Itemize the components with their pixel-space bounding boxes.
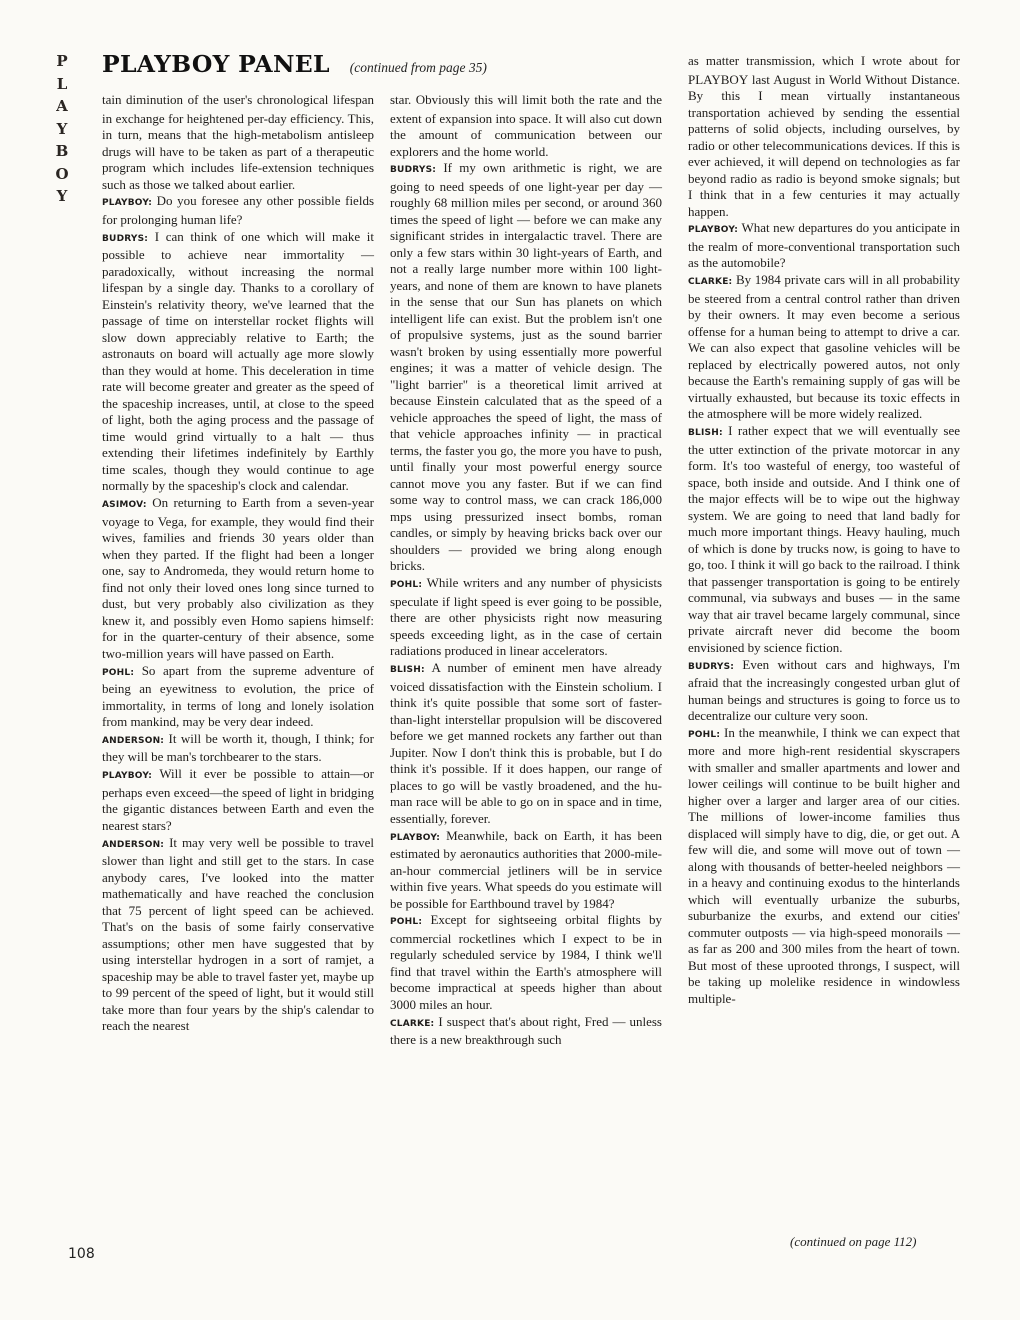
speaker-label: POHL: <box>390 580 423 591</box>
paragraph <box>102 731 374 766</box>
paragraph-text: A number of eminent men have already voiced dissatisfaction with the Einstein scholium. I think it's quite possible that some sort of faster-than-light interstellar propulsion will be discovered before we get manned rockets any farther out than Jupiter. Now I don't think this is probable, but I do think it's possible. If it does happen, our range of places to go will be vastly broadened, and the human race will be able to go on in space and in time, essentially, forever. <box>390 660 662 826</box>
paragraph-text: Do you foresee any other possible fields for prolonging human life? <box>102 193 375 227</box>
speaker-label: ASIMOV: <box>102 500 147 511</box>
speaker-label: CLARKE: <box>688 277 733 288</box>
paragraph-text: tain diminution of the user's chronological lifespan in exchange for heightened per-day efficiency. This, in turn, means that the high-metabolism antisleep drugs will have to be taken as part of a therapeutic program which includes life-extension techniques such as those we talked about earlier. <box>102 92 374 192</box>
logo-letter: B <box>55 142 69 160</box>
speaker-label: POHL: <box>390 917 423 928</box>
paragraph <box>102 663 374 731</box>
paragraph <box>390 828 662 913</box>
continued-from-note: (continued from page 35) <box>349 60 487 75</box>
paragraph-text: I suspect that's about right, Fred — unless there is a new breakthrough such <box>390 1013 662 1048</box>
paragraph-text: What new departures do you anticipate in the realm of more-conventional transportation such as the automobile? <box>688 220 961 271</box>
paragraph-text: In the meanwhile, I think we can expect that more and more high-rent residential skyscrapers with smaller and smaller apartments and lower and lower ceilings will continue to be built higher and higher over a larger and larger area of our cities. The millions of lower-income families thus displaced will simply have to dig, die, or get out. A few will die, and some will move out of town — along with thousands of better-heeled neighbors — in a heavy and continuing exodus to the hinterlands which will eventually urbanize the suburbs, suburbanize the exurbs, and extend our cities' commuter outposts — via high-speed monorails — as far as 200 and 300 miles from the heart of town. But most of these uprooted throngs, I suspect, will be taking up molelike residence in windowless multiple- <box>688 724 960 1006</box>
paragraph <box>390 92 662 160</box>
paragraph <box>102 229 374 495</box>
paragraph <box>390 1014 662 1049</box>
page-title: PLAYBOY PANEL <box>102 50 330 78</box>
text-column-2 <box>390 92 662 1049</box>
speaker-label: PLAYBOY: <box>102 771 153 782</box>
speaker-label: ANDERSON: <box>102 735 165 746</box>
paragraph-text: So apart from the supreme adventure of being an eyewitness to evolution, the price of immortality, in terms of long and lonely isolation from mankind, may be very dear indeed. <box>102 662 375 730</box>
speaker-label: PLAYBOY: <box>390 832 441 843</box>
speaker-label: CLARKE: <box>390 1018 435 1029</box>
paragraph-text: While writers and any number of physicists speculate if light speed is ever going to be possible, there are other physicists right now measuring speeds exceeding light, as in the case of certain radiations produced in linear accelerators. <box>390 575 662 659</box>
paragraph <box>688 657 960 725</box>
paragraph <box>688 53 960 220</box>
paragraph <box>688 272 960 423</box>
paragraph <box>102 92 374 193</box>
paragraph-text: Will it ever be possible to attain—or perhaps even exceed—the speed of light in bridging the gigantic distances between Earth and even the nearest stars? <box>102 766 374 833</box>
continued-on-note: (continued on page 112) <box>790 1234 917 1249</box>
paragraph-text: It may very well be possible to travel slower than light and still get to the stars. In case anybody cares, I've looked into the matter mathematically and have reached the conclusion that 75 percent of light speed can be achieved. That's on the basis of some fairly conservative assumptions; other men have suggested that by using interstellar hydrogen in a sort of ramjet, a spaceship may be able to travel faster yet, maybe up to 99 percent of the speed of light, but it would still take more than four years by the ship's calendar to reach the nearest <box>102 834 375 1034</box>
paragraph-text: Meanwhile, back on Earth, it has been estimated by aeronautics authorities that 2000-mile-an-hour commercial jetliners will be in service within five years. What speeds do you estimate will be possible for Earthbound travel by 1984? <box>390 827 663 911</box>
page-number: 108 <box>68 1246 95 1262</box>
speaker-label: PLAYBOY: <box>102 198 153 209</box>
paragraph-text: I rather expect that we will eventually see the utter extinction of the private motorcar in any form. It's too wasteful of energy, too wasteful of space, both inside and outside. And I think one of the major effects will be to wipe out the highway system. We are going to need that land badly for much more important things. Heavy hauling, much of which is done by trucks now, is going to have to go, too. I think it will go back to the railroad. I think that passenger transportation is going to be entirely communal, via subways and buses — in the same way that air travel became largely communal, since private aircraft never did become the boom envisioned by science fiction. <box>688 423 961 655</box>
paragraph-text: If my own arithmetic is right, we are going to need speeds of one light-year per day — roughly 68 million miles per second, or around 360 times the speed of light — before we can make any significant strides in intergalactic travel. There are only a few stars within 30 light-years of Earth, and not a really large number more within 100 light-years, and none of them are known to have planets in the sense that our Sun has planets on which intelligent life can exist. But the problem isn't one of propulsive systems, just as the sound barrier wasn't broken by using essentially more powerful engines; it was a matter of vehicle design. The "light barrier" is a theoretical limit arrived at because Einstein calculated that as the speed of a vehicle approaches the speed of light, the mass of that vehicle approaches infinity — in practical terms, the faster you go, the more you have to push, until finally your most powerful energy source cannot move you any faster. But if we can find some way to control mass, we can crack 186,000 mps using pressurized insect bombs, roman candles, or simply by heaving bricks back over our shoulders — provided we bring along enough bricks. <box>390 160 663 574</box>
text-column-3 <box>688 53 960 1008</box>
speaker-label: POHL: <box>102 667 135 678</box>
paragraph-text: Except for sightseeing orbital flights by commercial rocketlines which I expect to be in regularly scheduled service by 1984, I think we'll find that travel within the Earth's atmosphere will become impractical at speeds higher than about 3000 miles an hour. <box>390 912 662 1012</box>
paragraph-text: I can think of one which will make it possible to achieve near immortality — paradoxically, without increasing the normal lifespan by a single day. Thanks to a corollary of Einstein's relativity theory, we've learned that the passage of time on interstellar rocket flights will slow down appreciably relative to Earth; the astronauts on board will actually age more slowly than they would at home. This deceleration in time rate will become greater and greater as the speed of the spaceship increases, until, at close to the speed of light, both the aging process and the passage of time would grind virtually to a halt — thus extending their lifetimes indefinitely by Earthly time scales, though they would continue to age normally by the spaceship's clock and calendar. <box>102 228 375 494</box>
paragraph <box>390 575 662 660</box>
speaker-label: BLISH: <box>688 428 723 439</box>
paragraph-text: Even without cars and highways, I'm afraid that the increasingly congested urban glut of human beings and structures is going to force us to decentralize our culture very soon. <box>688 656 961 724</box>
logo-letter: L <box>56 74 68 93</box>
speaker-label: BLISH: <box>390 665 425 676</box>
logo-letter: P <box>56 52 68 70</box>
paragraph <box>102 766 374 834</box>
speaker-label: ANDERSON: <box>102 839 165 850</box>
paragraph <box>102 193 374 228</box>
page-header <box>102 50 487 78</box>
logo-letter: O <box>55 164 69 183</box>
speaker-label: BUDRYS: <box>688 661 735 672</box>
logo-letter: Y <box>56 187 68 205</box>
paragraph <box>390 660 662 827</box>
speaker-label: BUDRYS: <box>102 233 149 244</box>
paragraph <box>102 835 374 1035</box>
paragraph <box>688 423 960 656</box>
paragraph <box>390 912 662 1013</box>
paragraph-text: as matter transmission, which I wrote about for PLAYBOY last August in World Without Distance. By this I mean virtually instantaneous transportation achieved by sending the essential patterns of solid objects, including ourselves, by radio or other telecommunications devices. If this is ever achieved, it will depend on technologies as far beyond radio as radio is beyond smoke signals; but I think that in a few centuries it may actually happen. <box>688 53 960 219</box>
paragraph <box>688 725 960 1008</box>
paragraph <box>390 160 662 575</box>
paragraph-text: On returning to Earth from a seven-year voyage to Vega, for example, they would find their wives, families and friends 30 years older than when they parted. If the flight had been a longer one, say to Andromeda, they would return home to find not only their loved ones long since turned to dust, but very probably also civilization as they knew it, and possibly even Homo sapiens himself: for in the quarter-century of their absence, some two-million years will have passed on Earth. <box>102 495 374 661</box>
text-column-1 <box>102 92 374 1035</box>
speaker-label: PLAYBOY: <box>688 225 739 236</box>
logo-letter: Y <box>56 119 68 138</box>
paragraph-text: By 1984 private cars will in all probability be steered from a central control rather than driven by their owners. It may even become a serious offense for a human being to attempt to drive a car. We can also expect that gasoline vehicles will be replaced by electrically powered autos, not only because the Earth's remaining supply of gas will be virtually exhausted, but because its toxic effects in the atmosphere will be more widely realized. <box>688 272 960 422</box>
speaker-label: POHL: <box>688 729 721 740</box>
paragraph-text: star. Obviously this will limit both the rate and the extent of expansion into space. It will also cut down the amount of communication between our explorers and the home world. <box>390 92 662 159</box>
playboy-vertical-logo <box>50 50 74 208</box>
paragraph-text: It will be worth it, though, I think; for they will be man's torchbearer to the stars. <box>102 730 375 765</box>
speaker-label: BUDRYS: <box>390 165 437 176</box>
paragraph <box>688 220 960 272</box>
logo-letter: A <box>56 97 68 115</box>
paragraph <box>102 495 374 662</box>
